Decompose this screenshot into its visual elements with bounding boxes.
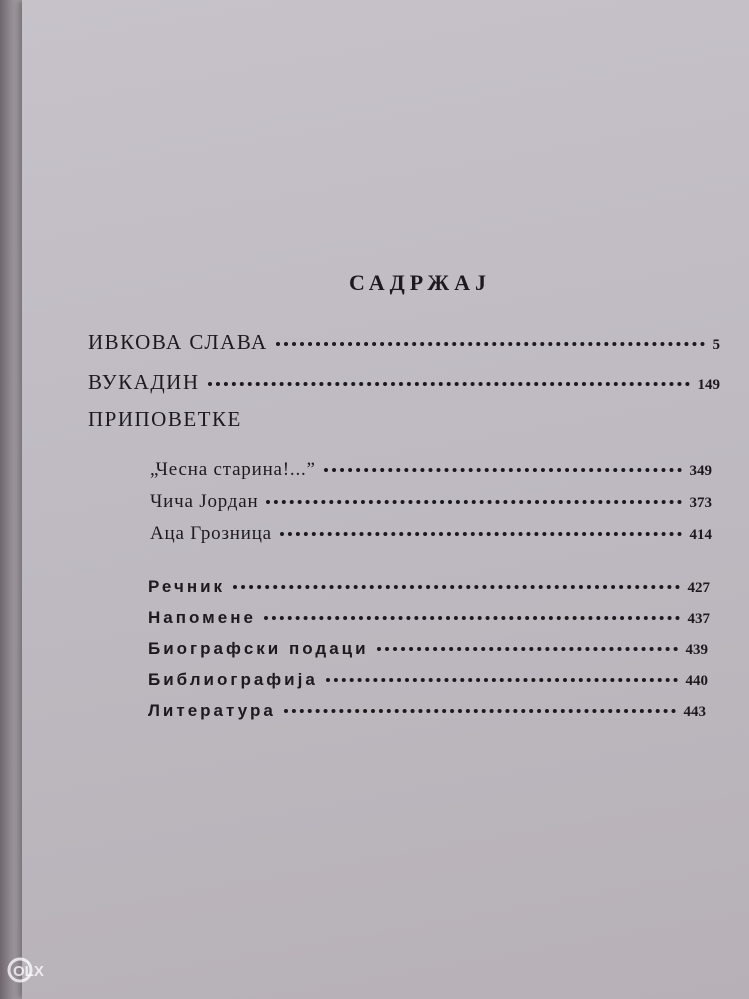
toc-appendix-page: 443 — [683, 704, 706, 720]
toc-appendix-title: Речник — [148, 577, 226, 596]
leader-dots — [264, 616, 680, 620]
toc-appendix-page: 437 — [687, 611, 710, 627]
toc-subentry-title: „Чесна старина!...” — [150, 459, 316, 480]
toc-entry-page: 149 — [697, 377, 720, 393]
toc-appendix-page: 439 — [685, 642, 708, 658]
toc-appendix-title: Библиографија — [148, 670, 318, 689]
toc-appendix-title: Напомене — [148, 608, 256, 627]
toc-subentry — [150, 523, 712, 545]
toc-appendix-entry — [148, 670, 708, 690]
toc-entry-title: ПРИПОВЕТКЕ — [88, 407, 242, 431]
leader-dots — [284, 709, 676, 713]
leader-dots — [324, 468, 682, 472]
toc-appendix-entry — [148, 577, 710, 597]
leader-dots — [208, 382, 690, 386]
leader-dots — [266, 500, 681, 504]
leader-dots — [276, 342, 705, 346]
toc-subentry — [150, 491, 712, 513]
toc-subentry-page: 373 — [689, 495, 712, 511]
leader-dots — [233, 585, 679, 589]
toc-entry-page: 5 — [712, 337, 720, 353]
toc-heading: САДРЖАЈ — [348, 270, 492, 295]
toc-appendix-title: Биографски подаци — [148, 639, 369, 658]
toc-appendix-page: 427 — [687, 580, 710, 596]
toc-entry — [88, 407, 388, 432]
toc-appendix-entry — [148, 639, 708, 659]
toc-subentry-title: Аца Грозница — [150, 523, 272, 544]
toc-entry-title: ИВКОВА СЛАВА — [88, 330, 268, 354]
toc-appendix-entry — [148, 608, 710, 628]
leader-dots — [377, 647, 678, 651]
leader-dots — [326, 678, 678, 682]
toc-subentry-page: 414 — [689, 527, 712, 543]
toc-appendix-entry — [148, 701, 706, 721]
toc-appendix-page: 440 — [685, 673, 708, 689]
toc-subentry-page: 349 — [689, 463, 712, 479]
toc-entry-title: ВУКАДИН — [88, 370, 200, 394]
toc-subentry — [150, 459, 712, 481]
olx-logo-watermark — [6, 950, 54, 990]
toc-entry — [88, 330, 720, 355]
leader-dots — [280, 532, 682, 536]
toc-subentry-title: Чича Јордан — [150, 491, 259, 512]
toc-appendix-title: Литература — [148, 701, 276, 720]
svg-text:OLX: OLX — [13, 963, 44, 980]
toc-entry — [88, 370, 720, 395]
